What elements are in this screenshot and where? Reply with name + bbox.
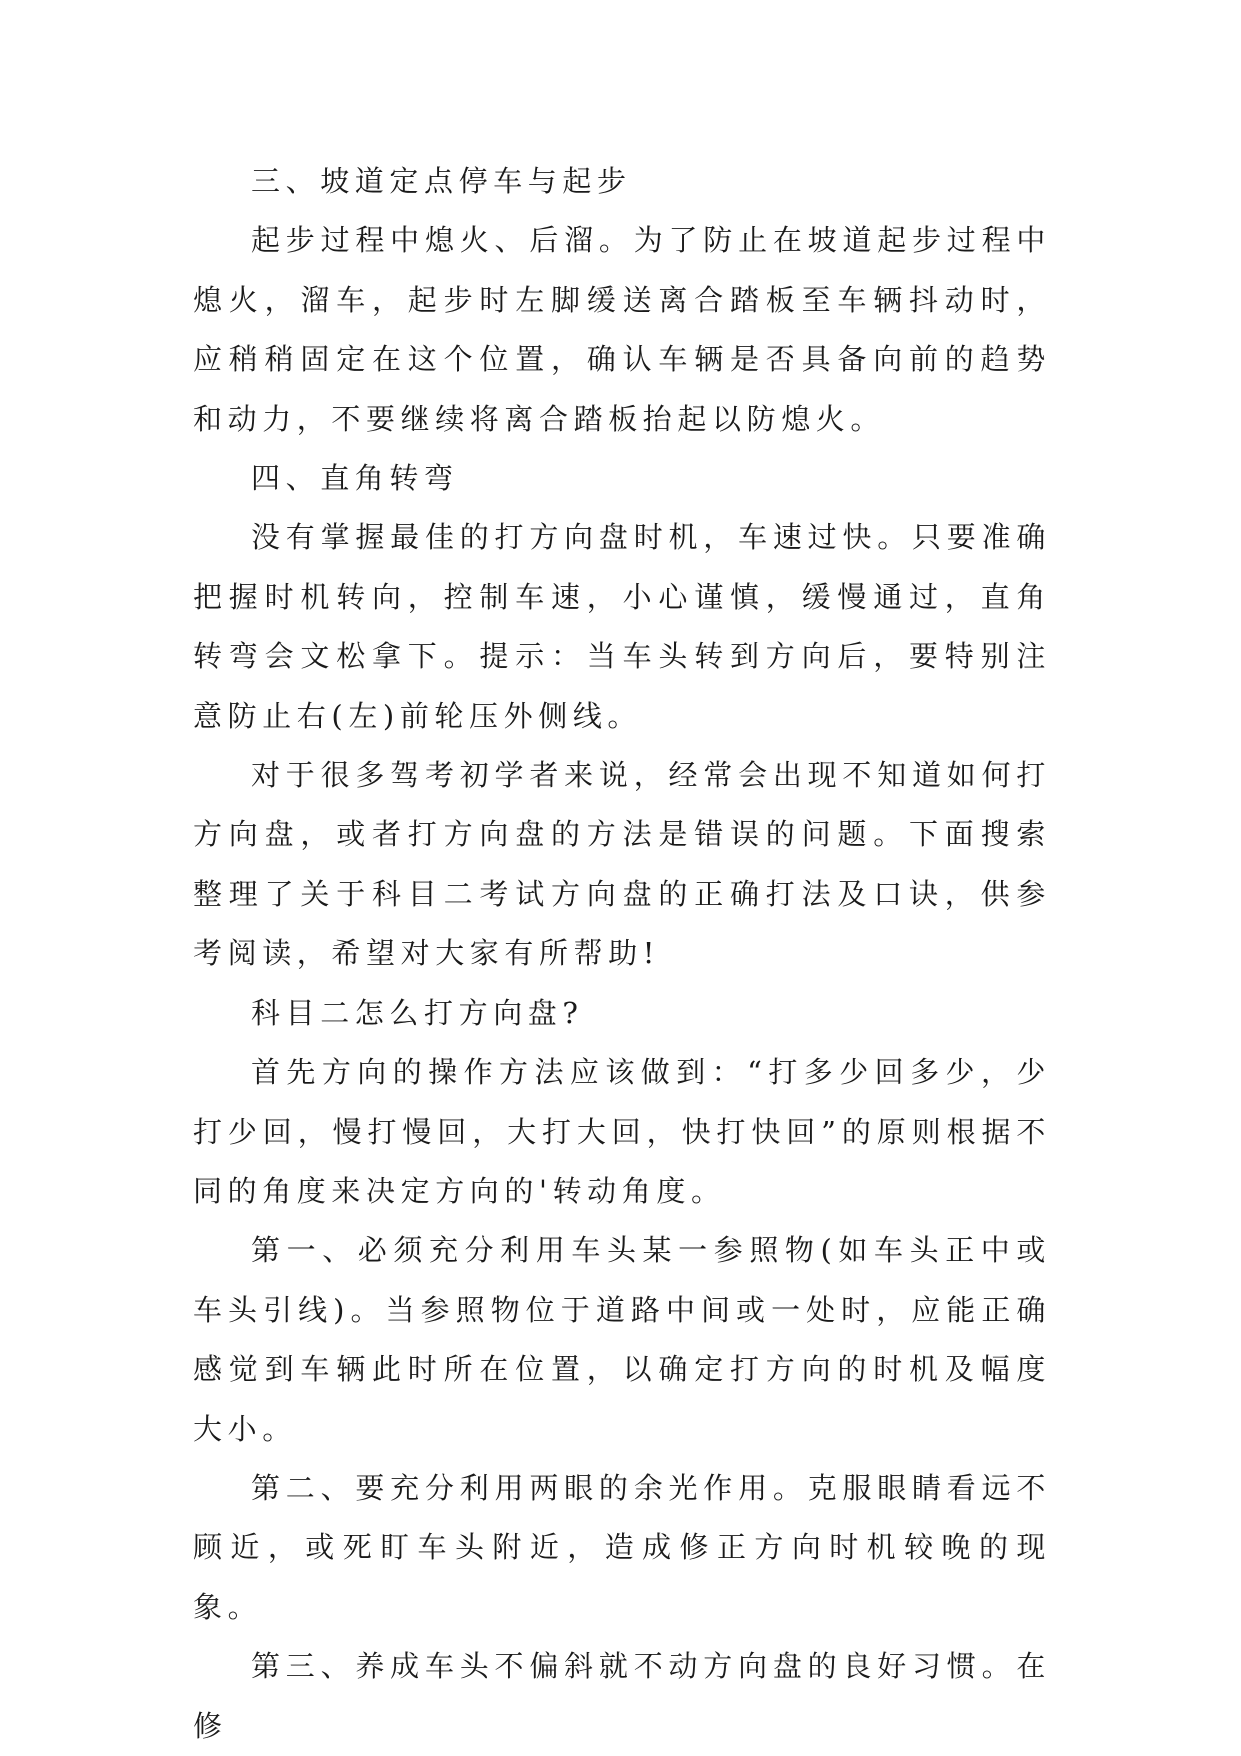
section-heading-slope: 三、坡道定点停车与起步	[251, 164, 632, 198]
document-body	[193, 152, 1051, 1756]
paragraph-right-angle-turn: 没有掌握最佳的打方向盘时机，车速过快。只要准确把握时机转向，控制车速，小心谨慎，缓慢通过，直角转弯会文松拿下。提示：当车头转到方向后，要特别注意防止右(左)前轮压外侧线。	[193, 520, 1051, 733]
paragraph-third-point: 第三、养成车头不偏斜就不动方向盘的良好习惯。在修	[193, 1649, 1051, 1743]
paragraph-steering-principle: 首先方向的操作方法应该做到：“打多少回多少，少打少回，慢打慢回，大打大回，快打快回”的原则根据不同的角度来决定方向的'转动角度。	[193, 1055, 1051, 1208]
paragraph-first-point: 第一、必须充分利用车头某一参照物(如车头正中或车头引线)。当参照物位于道路中间或一处时，应能正确感觉到车辆此时所在位置，以确定打方向的时机及幅度大小。	[193, 1233, 1051, 1446]
paragraph-slope-start: 起步过程中熄火、后溜。为了防止在坡道起步过程中熄火，溜车，起步时左脚缓送离合踏板至车辆抖动时，应稍稍固定在这个位置，确认车辆是否具备向前的趋势和动力，不要继续将离合踏板抬起以防熄火。	[193, 223, 1051, 436]
section-heading-steering-question: 科目二怎么打方向盘?	[251, 995, 584, 1030]
paragraph-intro-steering: 对于很多驾考初学者来说，经常会出现不知道如何打方向盘，或者打方向盘的方法是错误的问题。下面搜索整理了关于科目二考试方向盘的正确打法及口诀，供参考阅读，希望对大家有所帮助!	[193, 758, 1051, 971]
section-heading-right-angle-turn: 四、直角转弯	[251, 461, 459, 496]
paragraph-second-point: 第二、要充分利用两眼的余光作用。克服眼睛看远不顾近，或死盯车头附近，造成修正方向时机较晚的现象。	[193, 1470, 1051, 1624]
